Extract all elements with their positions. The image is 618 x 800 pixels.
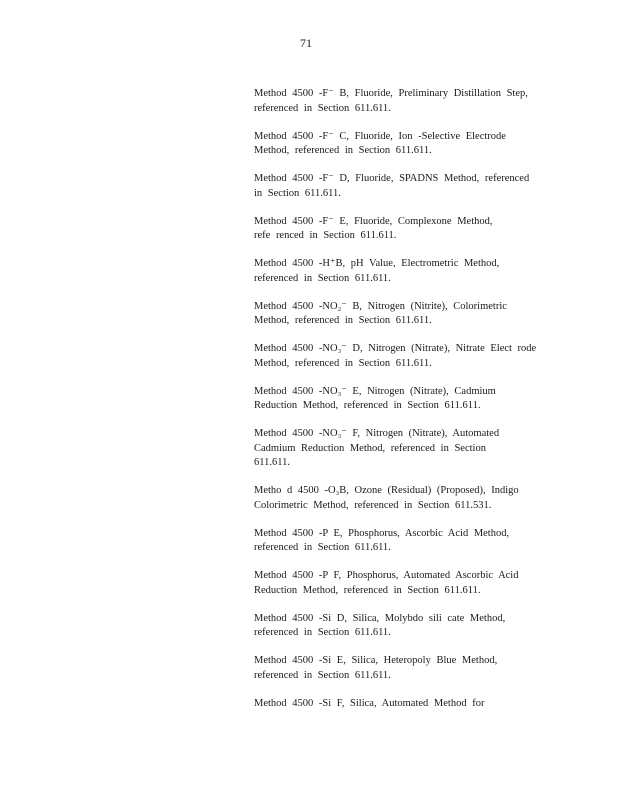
entry-line: Method, referenced in Section 611.611.	[254, 315, 432, 326]
entry-line: Method, referenced in Section 611.611.	[254, 145, 432, 156]
method-entry	[254, 300, 546, 329]
entry-line: Method 4500 -Si F, Silica, Automated Method for	[254, 697, 485, 709]
page-number: 71	[300, 36, 312, 50]
entry-line: 611.611.	[254, 457, 290, 468]
method-entry	[254, 385, 546, 414]
entry-line: referenced in Section 611.611.	[254, 272, 391, 284]
method-entry	[254, 172, 546, 201]
method-entry	[254, 654, 546, 683]
method-entry	[254, 697, 546, 712]
entry-line: Method 4500 -NO₃⁻ E, Nitrogen (Nitrate), Cadmium	[254, 385, 496, 397]
entry-line: Method 4500 -H⁺B, pH Value, Electrometric Method,	[254, 258, 500, 269]
entry-line: Method 4500 -F⁻ C, Fluoride, Ion -Selective Electrode	[254, 130, 506, 142]
entry-line: referenced in Section 611.611.	[254, 627, 391, 638]
entry-line: referenced in Section 611.611.	[254, 102, 391, 114]
method-entry	[254, 257, 546, 286]
entry-line: Metho d 4500 -O₃B, Ozone (Residual) (Proposed), Indigo	[254, 485, 519, 496]
entry-line: Method 4500 -NO₂⁻ B, Nitrogen (Nitrite), Colorimetric	[254, 300, 507, 312]
entry-line: Method 4500 -P E, Phosphorus, Ascorbic Acid Method,	[254, 527, 510, 539]
entry-line: Method, referenced in Section 611.611.	[254, 357, 432, 369]
entry-line: referenced in Section 611.611.	[254, 669, 391, 681]
method-entry	[254, 215, 546, 244]
method-entry	[254, 130, 546, 159]
entry-line: referenced in Section 611.611.	[254, 542, 391, 553]
entry-line: Colorimetric Method, referenced in Section 611.531.	[254, 499, 492, 511]
method-entry	[254, 484, 546, 513]
method-entry	[254, 427, 546, 471]
entry-line: Cadmium Reduction Method, referenced in Section	[254, 442, 486, 454]
entry-line: Method 4500 -Si E, Silica, Heteropoly Blue Method,	[254, 655, 498, 666]
entry-line: Method 4500 -NO₃⁻ F, Nitrogen (Nitrate), Automated	[254, 428, 500, 439]
entry-line: Reduction Method, referenced in Section 611.611.	[254, 584, 481, 596]
entry-line: Method 4500 -NO₃⁻ D, Nitrogen (Nitrate), Nitrate Elect rode	[254, 343, 537, 354]
method-entry	[254, 569, 546, 598]
entry-line: Method 4500 -P F, Phosphorus, Automated Ascorbic Acid	[254, 570, 519, 581]
entry-line: in Section 611.611.	[254, 187, 341, 199]
entry-line: Method 4500 -F⁻ B, Fluoride, Preliminary Distillation Step,	[254, 88, 528, 99]
entry-line: Reduction Method, referenced in Section 611.611.	[254, 400, 481, 411]
entry-line: refe renced in Section 611.611.	[254, 230, 397, 241]
entry-line: Method 4500 -Si D, Silica, Molybdo sili cate Method,	[254, 612, 506, 624]
method-entry	[254, 342, 546, 371]
method-entry	[254, 527, 546, 556]
entry-line: Method 4500 -F⁻ D, Fluoride, SPADNS Method, referenced	[254, 173, 530, 184]
method-entry	[254, 612, 546, 641]
method-entry	[254, 87, 546, 116]
method-reference-list	[254, 87, 546, 725]
entry-line: Method 4500 -F⁻ E, Fluoride, Complexone Method,	[254, 215, 493, 227]
